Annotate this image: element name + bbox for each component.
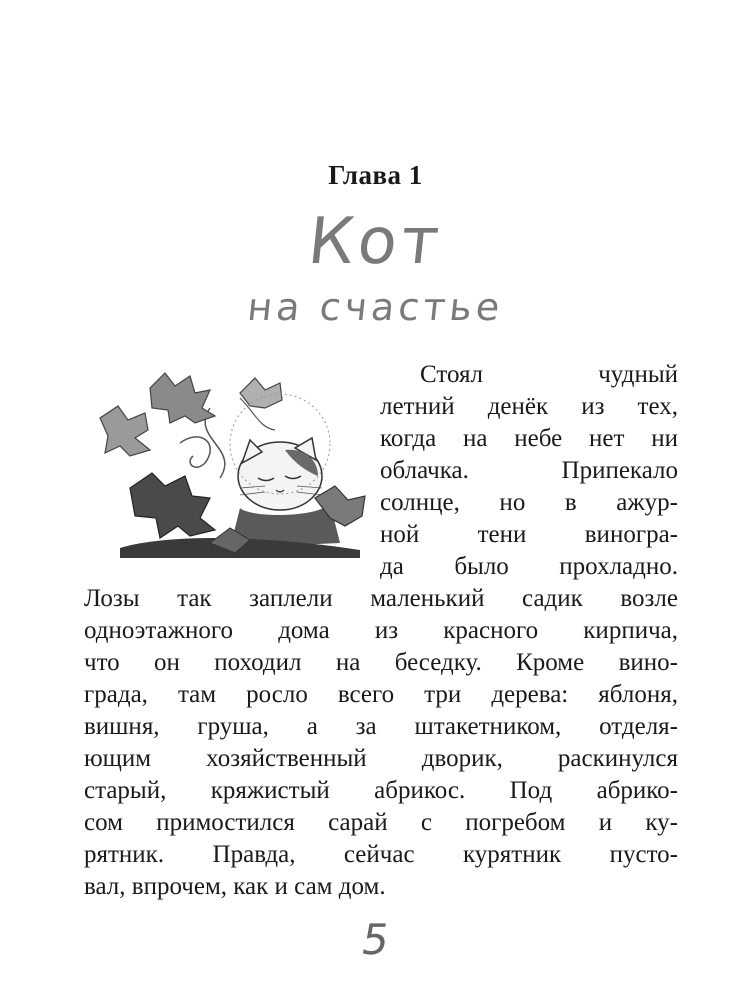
page-number: 5 — [357, 915, 394, 964]
text-line: вал, впрочем, как и сам дом. — [84, 873, 386, 900]
chapter-subtitle: на счастье — [245, 285, 506, 329]
text-line: рятник. Правда, сейчас курятник пусто- — [84, 841, 678, 868]
text-line: Лозы так заплели маленький садик возле — [84, 585, 678, 612]
text-line: солнце, но в ажур- — [380, 489, 678, 516]
text-line: да было прохладно. — [380, 553, 678, 580]
text-line: града, там росло всего три дерева: яблоня, — [84, 681, 678, 708]
sleeping-cat-illustration — [90, 368, 375, 568]
text-line: одноэтажного дома из красного кирпича, — [84, 617, 678, 644]
text-line: когда на небе нет ни — [380, 425, 678, 452]
chapter-label: Глава 1 — [328, 160, 423, 190]
text-line: сом примостился сарай с погребом и ку- — [84, 809, 678, 836]
text-line: Стоял чудный — [420, 361, 678, 388]
text-line: старый, кряжистый абрикос. Под абрико- — [84, 777, 678, 804]
text-line: ной тени виногра- — [380, 521, 678, 548]
text-line: летний денёк из тех, — [380, 393, 678, 420]
text-line: облачка. Припекало — [380, 457, 678, 484]
text-line: что он походил на беседку. Кроме вино- — [84, 649, 678, 676]
text-line: вишня, груша, а за штакетником, отделя- — [84, 713, 678, 740]
text-line: ющим хозяйственный дворик, раскинулся — [84, 745, 678, 772]
chapter-title: Кот — [304, 205, 447, 279]
